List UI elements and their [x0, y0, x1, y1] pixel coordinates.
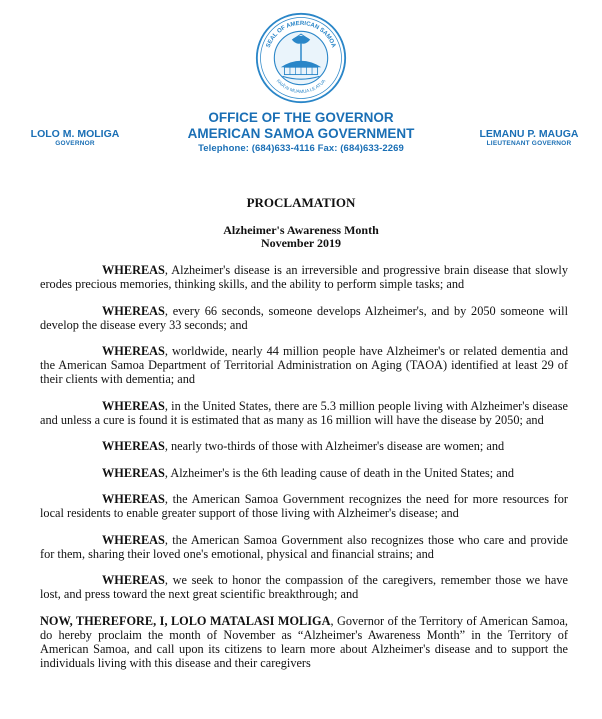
american-samoa-seal — [255, 12, 347, 104]
lt-governor-block — [473, 128, 585, 148]
proclamation-heading: PROCLAMATION — [246, 195, 356, 210]
whereas-paragraph: WHEREAS, worldwide, nearly 44 million people have Alzheimer's or related dementia and the American Samoa Department of Territorial Administration on Aging (TAOA) identified at least 29 of their clients with dementia; and — [40, 344, 568, 386]
whereas-paragraph: WHEREAS, in the United States, there are 5.3 million people living with Alzheimer's disease and unless a cure is found it is estimated that as many as 16 million will have the disease by 2050; and — [40, 398, 568, 427]
proclamation-subject: Alzheimer's Awareness Month — [223, 223, 379, 237]
whereas-paragraph: WHEREAS, the American Samoa Government recognizes the need for more resources for local residents to enable greater support of those living with Alzheimer's disease; and — [40, 492, 568, 520]
whereas-paragraph: WHEREAS, the American Samoa Government also recognizes those who care and provide for them, sharing their loved one's emotional, physical and financial strains; and — [40, 532, 568, 561]
whereas-paragraph: WHEREAS, we seek to honor the compassion of the caregivers, remember those we have lost, and press toward the next great scientific breakthrough; and — [40, 573, 568, 601]
proclamation-date: November 2019 — [260, 236, 342, 250]
proclamation-body — [40, 263, 568, 682]
proclamation-paragraph: NOW, THEREFORE, I, LOLO MATALASI MOLIGA, Governor of the Territory of American Samoa, do hereby proclaim the month of November as “Alzheimer's Awareness Month” in the Territory of American Samoa, and call upon its citizens to learn more about Alzheimer's disease and to support the individuals living with this disease and their caregivers — [40, 613, 568, 670]
lt-governor-title: LIEUTENANT GOVERNOR — [486, 140, 572, 147]
whereas-paragraph: WHEREAS, Alzheimer's is the 6th leading cause of death in the United States; and — [102, 465, 515, 480]
contact-line: Telephone: (684)633-4116 Fax: (684)633-2269 — [198, 143, 404, 154]
government-title: AMERICAN SAMOA GOVERNMENT — [187, 126, 415, 141]
governor-block — [20, 128, 130, 148]
office-title: OFFICE OF THE GOVERNOR — [208, 110, 394, 125]
seal-bottom-text: FAIĀ'AI MUAMUA LE ATUA — [275, 78, 327, 94]
whereas-paragraph: WHEREAS, nearly two-thirds of those with Alzheimer's disease are women; and — [102, 439, 505, 453]
whereas-paragraph: WHEREAS, every 66 seconds, someone develops Alzheimer's, and by 2050 someone will develop the disease every 33 seconds; and — [40, 303, 568, 332]
whereas-paragraph: WHEREAS, Alzheimer's disease is an irreversible and progressive brain disease that slowly erodes precious memories, thinking skills, and the ability to perform simple tasks; and — [40, 263, 568, 291]
governor-name: LOLO M. MOLIGA — [30, 128, 120, 140]
lt-governor-name: LEMANU P. MAUGA — [479, 128, 579, 140]
seal-top-text: SEAL OF AMERICAN SAMOA — [265, 20, 337, 49]
governor-title: GOVERNOR — [55, 140, 95, 147]
